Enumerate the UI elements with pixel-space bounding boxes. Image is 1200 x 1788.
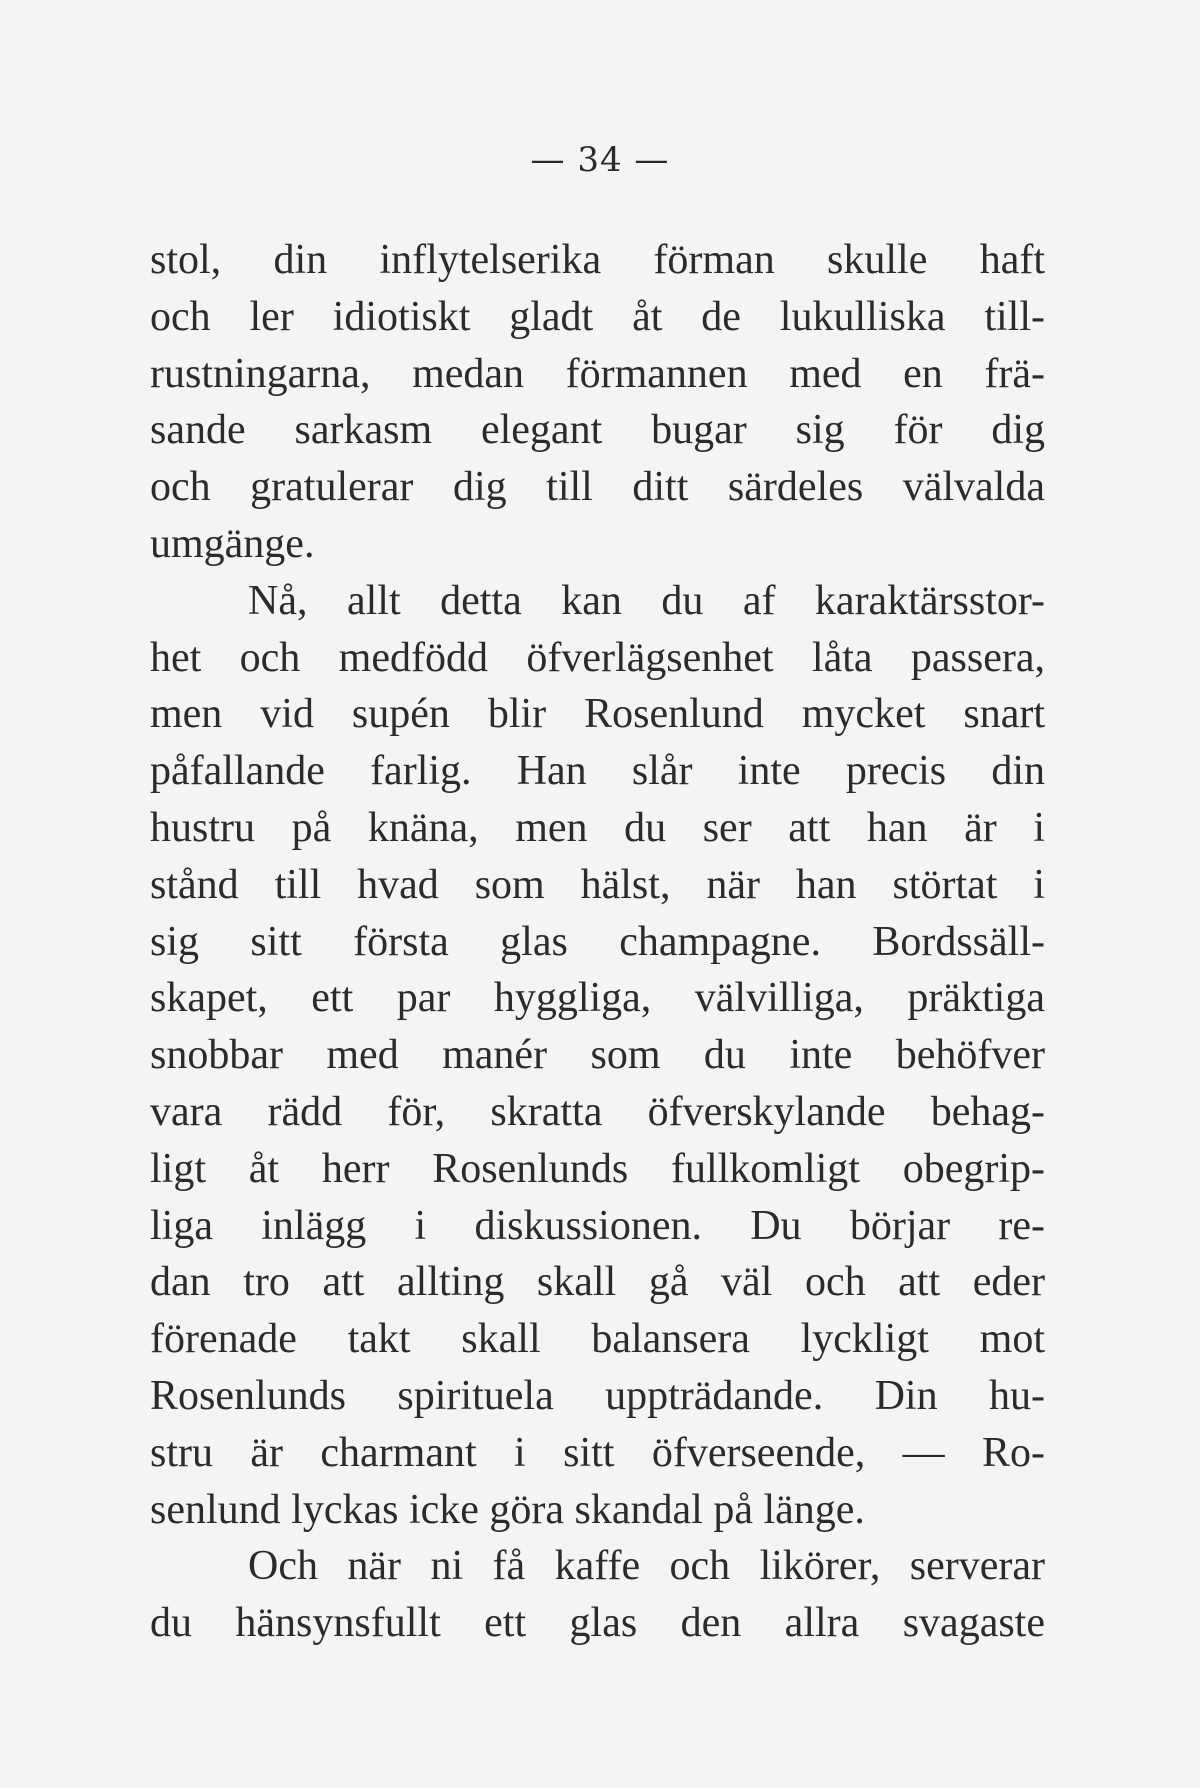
text-line: stru är charmant i sitt öfverseende, — Ro- (150, 1429, 1045, 1476)
text-line: stol, din inflytelserika förman skulle haft (150, 237, 1045, 283)
text-line: het och medfödd öfverlägsenhet låta passera, (150, 634, 1045, 681)
text-line: sig sitt första glas champagne. Bordssäll- (150, 918, 1045, 965)
text-line: dan tro att allting skall gå väl och att eder (150, 1259, 1045, 1306)
page-number: — 34 — (530, 140, 670, 180)
text-line: Rosenlunds spirituela uppträdande. Din hu- (150, 1372, 1045, 1419)
text-line: du hänsynsfullt ett glas den allra svagaste (150, 1600, 1045, 1647)
text-line: Och när ni få kaffe och likörer, serverar (248, 1543, 1045, 1590)
text-line: och ler idiotiskt gladt åt de lukulliska till- (150, 293, 1045, 340)
text-line: ligt åt herr Rosenlunds fullkomligt obegrip- (150, 1145, 1045, 1192)
body-text (150, 232, 1045, 1652)
text-line: senlund lyckas icke göra skandal på länge. (150, 1486, 865, 1533)
text-line: vara rädd för, skratta öfverskylande behag- (150, 1088, 1045, 1135)
text-line: förenade takt skall balansera lyckligt mot (150, 1316, 1045, 1363)
text-line: och gratulerar dig till ditt särdeles välvalda (150, 464, 1045, 511)
text-line: liga inlägg i diskussionen. Du börjar re- (150, 1202, 1045, 1249)
text-line: umgänge. (150, 520, 315, 567)
text-line: Nå, allt detta kan du af karaktärsstor- (248, 577, 1045, 624)
text-line: hustru på knäna, men du ser att han är i (150, 804, 1045, 851)
text-line: snobbar med manér som du inte behöfver (150, 1032, 1045, 1079)
text-line: sande sarkasm elegant bugar sig för dig (150, 407, 1045, 454)
text-line: stånd till hvad som hälst, när han störtat i (150, 861, 1045, 908)
text-line: rustningarna, medan förmannen med en frä- (150, 350, 1045, 397)
text-line: påfallande farlig. Han slår inte precis din (150, 748, 1045, 795)
text-line: men vid supén blir Rosenlund mycket snart (150, 691, 1045, 738)
text-line: skapet, ett par hyggliga, välvilliga, präktiga (150, 975, 1045, 1022)
